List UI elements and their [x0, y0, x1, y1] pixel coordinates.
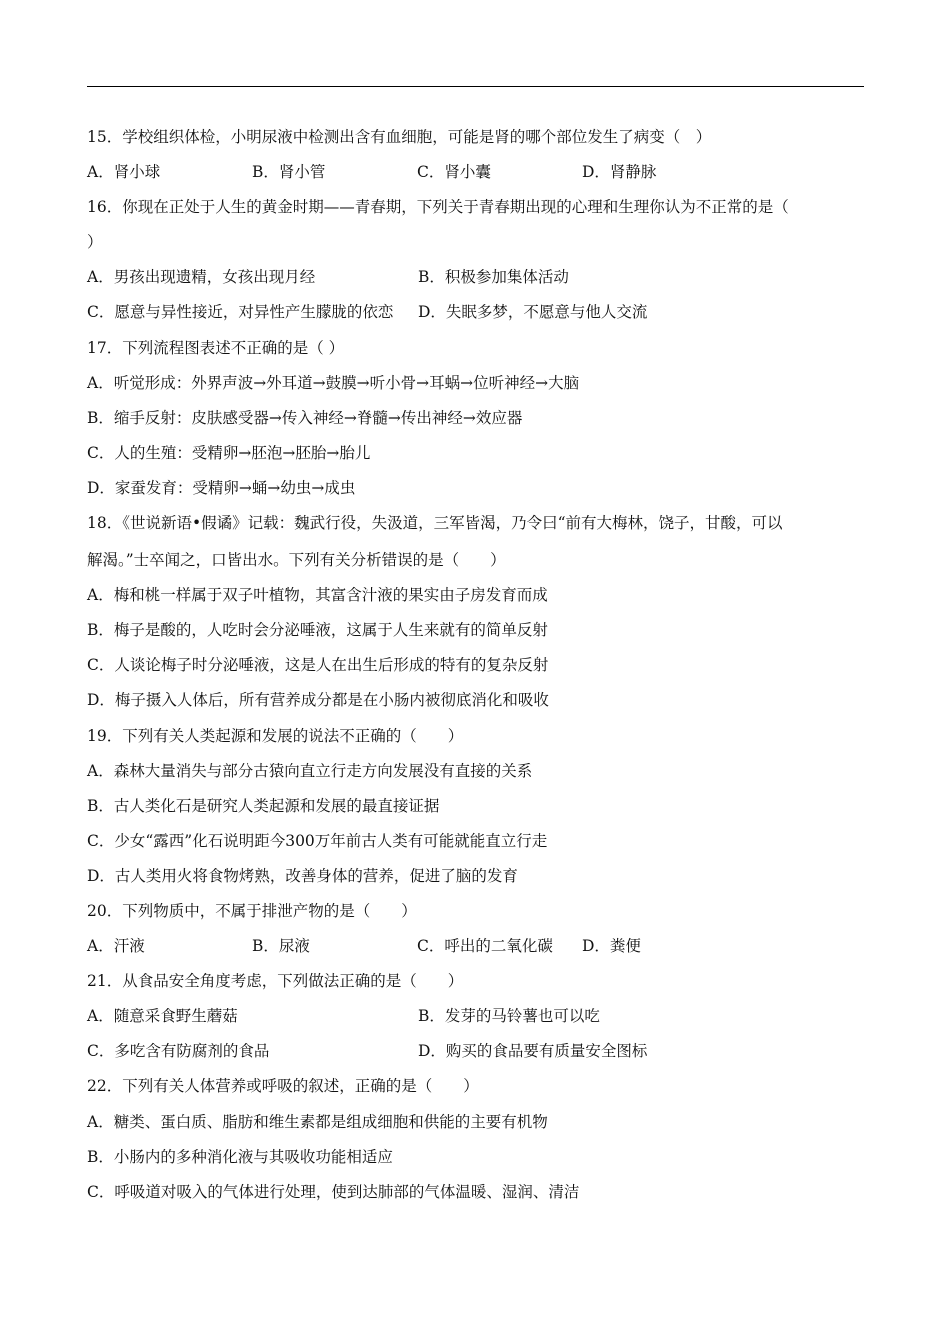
option-b: B．梅子是酸的，人吃时会分泌唾液，这属于人生来就有的简单反射	[87, 621, 548, 640]
option-a: A．汗液	[87, 937, 145, 956]
question-stem: 19．下列有关人类起源和发展的说法不正确的（ ）	[87, 726, 464, 745]
option-d: D．肾静脉	[582, 163, 657, 182]
option-a: A．肾小球	[87, 163, 161, 182]
option-a: A．男孩出现遗精，女孩出现月经	[87, 268, 316, 287]
option-b: B．古人类化石是研究人类起源和发展的最直接证据	[87, 796, 440, 815]
option-c: C．人的生殖：受精卵→胚泡→胚胎→胎儿	[87, 443, 371, 462]
option-row	[87, 1036, 864, 1071]
option-b: B．肾小管	[252, 163, 326, 182]
option-a: A．糖类、蛋白质、脂肪和维生素都是组成细胞和供能的主要有机物	[87, 1112, 548, 1131]
option-a: A．随意采食野生蘑菇	[87, 1007, 238, 1026]
option-d: D．粪便	[582, 937, 641, 956]
option-c: C．呼吸道对吸入的气体进行处理，使到达肺部的气体温暖、湿润、清洁	[87, 1182, 580, 1201]
option-d: D．家蚕发育：受精卵→蛹→幼虫→成虫	[87, 478, 356, 497]
option-a: A．听觉形成：外界声波→外耳道→鼓膜→听小骨→耳蜗→位听神经→大脑	[87, 373, 580, 392]
question-stem: 17．下列流程图表述不正确的是（ ）	[87, 338, 345, 357]
option-c: C．呼出的二氧化碳	[417, 937, 553, 956]
option-b: B．小肠内的多种消化液与其吸收功能相适应	[87, 1147, 393, 1166]
option-d: D．古人类用火将食物烤熟，改善身体的营养，促进了脑的发育	[87, 866, 518, 885]
option-a: A．森林大量消失与部分古猿向直立行走方向发展没有直接的关系	[87, 761, 533, 780]
question-stem: 18．《世说新语•假谲》记载：魏武行役，失汲道，三军皆渴，乃令曰“前有大梅林，饶子，甘酸，可以	[87, 514, 783, 533]
header-rule	[87, 86, 864, 87]
option-d: D．失眠多梦，不愿意与他人交流	[418, 303, 648, 322]
option-row	[87, 931, 864, 966]
question-stem: 21．从食品安全角度考虑，下列做法正确的是（ ）	[87, 972, 464, 991]
option-row	[87, 297, 864, 332]
option-c: C．多吃含有防腐剂的食品	[87, 1042, 270, 1061]
question-stem-continued: ）	[87, 233, 103, 252]
option-row	[87, 1001, 864, 1036]
question-stem: 20．下列物质中，不属于排泄产物的是（ ）	[87, 901, 417, 920]
question-stem: 15．学校组织体检，小明尿液中检测出含有血细胞，可能是肾的哪个部位发生了病变（ ）	[87, 128, 712, 146]
option-row	[87, 157, 864, 192]
option-c: C．人谈论梅子时分泌唾液，这是人在出生后形成的特有的复杂反射	[87, 656, 549, 675]
option-d: D．购买的食品要有质量安全图标	[418, 1042, 648, 1061]
question-list	[87, 122, 864, 1212]
option-b: B．积极参加集体活动	[418, 268, 569, 287]
question-stem: 16．你现在正处于人生的黄金时期——青春期，下列关于青春期出现的心理和生理你认为不正常的是（	[87, 198, 789, 217]
option-c: C．愿意与异性接近，对异性产生朦胧的依恋	[87, 303, 394, 322]
option-a: A．梅和桃一样属于双子叶植物，其富含汁液的果实由子房发育而成	[87, 586, 548, 605]
option-b: B．尿液	[252, 937, 310, 956]
option-b: B．发芽的马铃薯也可以吃	[418, 1007, 600, 1026]
question-stem: 22．下列有关人体营养或呼吸的叙述，正确的是（ ）	[87, 1077, 479, 1096]
option-c: C．少女“露西”化石说明距今300万年前古人类有可能就能直立行走	[87, 831, 548, 850]
question-stem-continued: 解渴。”士卒闻之，口皆出水。下列有关分析错误的是（ ）	[87, 551, 506, 570]
option-row	[87, 262, 864, 297]
option-d: D．梅子摄入人体后，所有营养成分都是在小肠内被彻底消化和吸收	[87, 691, 549, 710]
option-c: C．肾小囊	[417, 163, 491, 182]
option-b: B．缩手反射：皮肤感受器→传入神经→脊髓→传出神经→效应器	[87, 408, 523, 427]
